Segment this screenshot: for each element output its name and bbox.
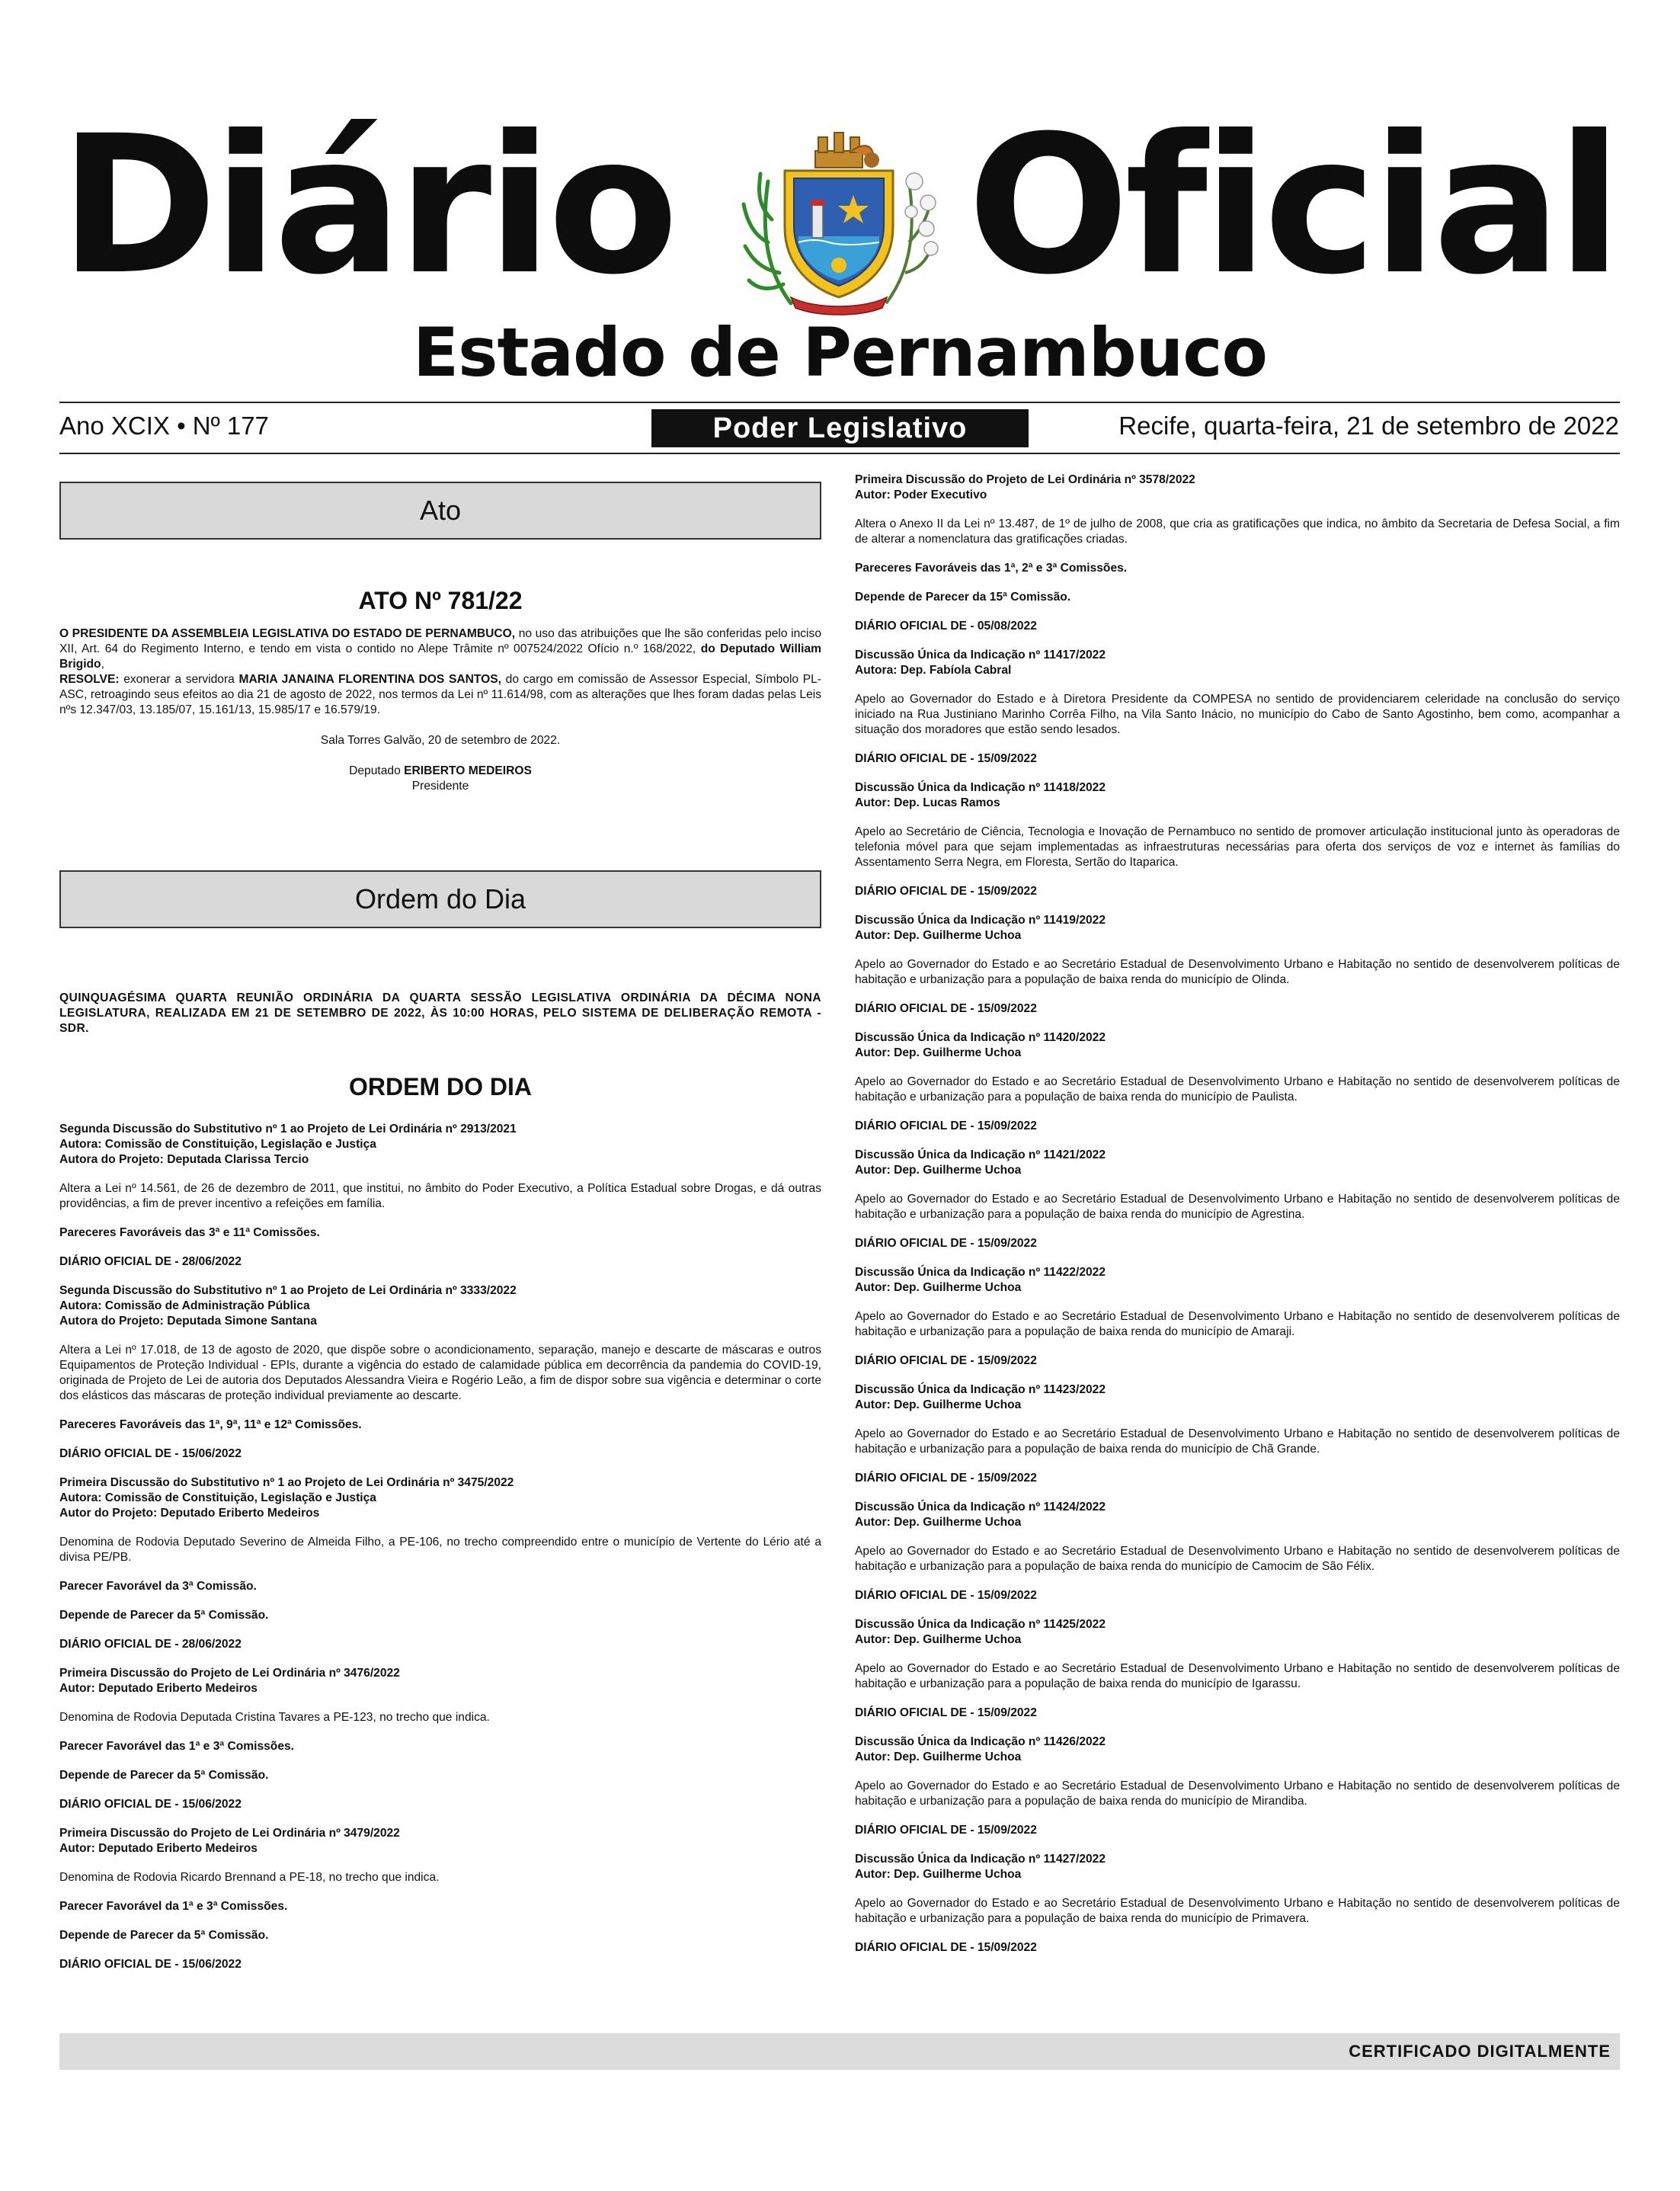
- masthead-top-rule: [59, 402, 1620, 403]
- item-head-line: Autor: Deputado Eriberto Medeiros: [59, 1842, 258, 1855]
- agenda-item: [855, 1382, 1620, 1486]
- ordem-section-header: Ordem do Dia: [59, 870, 821, 928]
- agenda-item: [59, 1826, 821, 1972]
- item-head-line: Autor do Projeto: Deputado Eriberto Medeiros: [59, 1507, 320, 1520]
- ato-sign-prefix: Deputado: [349, 764, 405, 777]
- item-body: Apelo ao Governador do Estado e ao Secretário Estadual de Desenvolvimento Urbano e Habitação no sentido de desenvolverem políticas de habitação e urbanização para a população de baixa renda do município de Primavera.: [855, 1897, 1620, 1925]
- item-diario: DIÁRIO OFICIAL DE - 05/08/2022: [855, 620, 1037, 633]
- item-head-line: Discussão Única da Indicação nº 11426/2022: [855, 1735, 1106, 1748]
- ato-p2-text-1: exonerar a servidora: [119, 673, 239, 686]
- item-diario: DIÁRIO OFICIAL DE - 15/09/2022: [855, 752, 1037, 765]
- ato-p1-text-1: no uso das atribuições que lhe são conferidas pelo inciso XII, Art. 64 do Regimento Interno, e tendo em vista o contido no Alepe Trâmite nº 007524/2022 Ofício n.º 168/2022,: [59, 627, 821, 655]
- item-diario: DIÁRIO OFICIAL DE - 15/06/2022: [59, 1447, 242, 1460]
- item-head-line: Autor: Dep. Guilherme Uchoa: [855, 1633, 1022, 1646]
- item-diario: DIÁRIO OFICIAL DE - 28/06/2022: [59, 1638, 242, 1651]
- item-note: Depende de Parecer da 5ª Comissão.: [59, 1929, 269, 1942]
- ato-signature: [59, 764, 821, 779]
- item-body: Altera a Lei nº 14.561, de 26 de dezembro de 2011, que institui, no âmbito do Poder Executivo, a Política Estadual sobre Drogas, e dá outras providências, a fim de prever incentivo a refeições em família.: [59, 1182, 821, 1210]
- item-diario: DIÁRIO OFICIAL DE - 15/06/2022: [59, 1958, 242, 1971]
- item-head-line: Autora do Projeto: Deputada Clarissa Tercio: [59, 1153, 309, 1166]
- item-note: Depende de Parecer da 15ª Comissão.: [855, 591, 1071, 604]
- ato-p1-bold-2: do Deputado William Brigido: [59, 642, 821, 671]
- item-diario: DIÁRIO OFICIAL DE - 15/09/2022: [855, 1354, 1037, 1367]
- agenda-item: [855, 648, 1620, 767]
- item-head-line: Discussão Única da Indicação nº 11427/2022: [855, 1853, 1106, 1866]
- item-body: Apelo ao Governador do Estado e ao Secretário Estadual de Desenvolvimento Urbano e Habitação no sentido de desenvolverem políticas de habitação e urbanização para a população de baixa renda do município de Agrestina.: [855, 1193, 1620, 1221]
- item-diario: DIÁRIO OFICIAL DE - 15/09/2022: [855, 1824, 1037, 1837]
- agenda-item: [59, 1283, 821, 1462]
- item-diario: DIÁRIO OFICIAL DE - 15/09/2022: [855, 1472, 1037, 1485]
- agenda-item: [855, 1148, 1620, 1251]
- item-head-line: Discussão Única da Indicação nº 11420/2022: [855, 1031, 1106, 1044]
- footer-certification: CERTIFICADO DIGITALMENTE: [59, 2033, 1620, 2070]
- item-body: Denomina de Rodovia Ricardo Brennand a PE-18, no trecho que indica.: [59, 1871, 440, 1884]
- item-body: Apelo ao Secretário de Ciência, Tecnologia e Inovação de Pernambuco no sentido de promover articulação institucional junto às operadoras de telefonia móvel para que sejam implementadas as infraestruturas necessárias para oferta dos serviços de voz e internet às famílias do Assentamento Serra Negra, em Floresta, Sertão do Itaparica.: [855, 825, 1620, 869]
- agenda-item: [855, 472, 1620, 634]
- item-head-line: Autor: Dep. Lucas Ramos: [855, 796, 1000, 809]
- item-head-line: Discussão Única da Indicação nº 11421/2022: [855, 1148, 1106, 1161]
- ato-sign-name: ERIBERTO MEDEIROS: [404, 764, 532, 777]
- masthead-subtitle: Estado de Pernambuco: [413, 313, 1267, 392]
- item-head-line: Discussão Única da Indicação nº 11419/2022: [855, 914, 1106, 927]
- item-head-line: Primeira Discussão do Projeto de Lei Ordinária nº 3578/2022: [855, 473, 1195, 486]
- item-head-line: Segunda Discussão do Substitutivo nº 1 ao Projeto de Lei Ordinária nº 2913/2021: [59, 1123, 517, 1136]
- item-body: Apelo ao Governador do Estado e ao Secretário Estadual de Desenvolvimento Urbano e Habitação no sentido de desenvolverem políticas de habitação e urbanização para a população de baixa renda do município de Paulista.: [855, 1075, 1620, 1104]
- item-diario: DIÁRIO OFICIAL DE - 15/09/2022: [855, 885, 1037, 898]
- item-head-line: Autor: Dep. Guilherme Uchoa: [855, 1751, 1022, 1763]
- item-head-line: Autor: Dep. Guilherme Uchoa: [855, 1281, 1022, 1294]
- session-description: QUINQUAGÉSIMA QUARTA REUNIÃO ORDINÁRIA DA QUARTA SESSÃO LEGISLATIVA ORDINÁRIA DA DÉCIMA NONA LEGISLATURA, REALIZADA EM 21 DE SETEMBRO DE 2022, ÀS 10:00 HORAS, PELO SISTEMA DE DELIBERAÇÃO REMOTA - SDR.: [59, 991, 821, 1035]
- agenda-item: [59, 1666, 821, 1812]
- item-head-line: Primeira Discussão do Projeto de Lei Ordinária nº 3479/2022: [59, 1827, 400, 1840]
- ato-p1-bold-1: O PRESIDENTE DA ASSEMBLEIA LEGISLATIVA DO ESTADO DE PERNAMBUCO,: [59, 627, 516, 640]
- item-note: Pareceres Favoráveis das 1ª, 9ª, 11ª e 12ª Comissões.: [59, 1418, 362, 1431]
- item-diario: DIÁRIO OFICIAL DE - 15/09/2022: [855, 1120, 1037, 1132]
- agenda-item: [855, 1500, 1620, 1603]
- item-head-line: Autor: Dep. Guilherme Uchoa: [855, 929, 1022, 942]
- item-body: Apelo ao Governador do Estado e ao Secretário Estadual de Desenvolvimento Urbano e Habitação no sentido de desenvolverem políticas de habitação e urbanização para a população de baixa renda do município de Chã Grande.: [855, 1427, 1620, 1456]
- ato-section-header: Ato: [59, 482, 821, 540]
- item-body: Denomina de Rodovia Deputada Cristina Tavares a PE-123, no trecho que indica.: [59, 1711, 490, 1724]
- item-diario: DIÁRIO OFICIAL DE - 15/09/2022: [855, 1237, 1037, 1250]
- item-diario: DIÁRIO OFICIAL DE - 15/09/2022: [855, 1706, 1037, 1719]
- item-head-line: Autor: Dep. Guilherme Uchoa: [855, 1516, 1022, 1529]
- item-head-line: Primeira Discussão do Substitutivo nº 1 ao Projeto de Lei Ordinária nº 3475/2022: [59, 1476, 514, 1489]
- agenda-item: [59, 1122, 821, 1270]
- ato-title: ATO Nº 781/22: [358, 587, 523, 614]
- ato-paragraph-2: [59, 672, 821, 718]
- item-note: Parecer Favorável da 1ª e 3ª Comissões.: [59, 1900, 288, 1913]
- masthead-bottom-rule: [59, 453, 1620, 454]
- agenda-item: [59, 1475, 821, 1652]
- agenda-item: [855, 780, 1620, 899]
- item-body: Altera o Anexo II da Lei nº 13.487, de 1º de julho de 2008, que cria as gratificações que indica, no âmbito da Secretaria de Defesa Social, a fim de alterar a nomenclatura das gratificações criadas.: [855, 517, 1620, 546]
- item-body: Apelo ao Governador do Estado e ao Secretário Estadual de Desenvolvimento Urbano e Habitação no sentido de desenvolverem políticas de habitação e urbanização para a população de baixa renda do município de Olinda.: [855, 958, 1620, 986]
- ato-paragraph-1: [59, 626, 821, 672]
- item-head-line: Autor: Dep. Guilherme Uchoa: [855, 1868, 1022, 1881]
- item-body: Apelo ao Governador do Estado e ao Secretário Estadual de Desenvolvimento Urbano e Habitação no sentido de desenvolverem políticas de habitação e urbanização para a população de baixa renda do município de Amaraji.: [855, 1310, 1620, 1338]
- ordem-title: ORDEM DO DIA: [349, 1073, 532, 1100]
- item-head-line: Discussão Única da Indicação nº 11423/2022: [855, 1383, 1106, 1396]
- place-date: Recife, quarta-feira, 21 de setembro de 2022: [1118, 412, 1619, 440]
- section-tag: Poder Legislativo: [651, 409, 1029, 447]
- item-note: Parecer Favorável das 1ª e 3ª Comissões.: [59, 1740, 294, 1753]
- item-note: Parecer Favorável da 3ª Comissão.: [59, 1580, 257, 1593]
- item-head-line: Segunda Discussão do Substitutivo nº 1 ao Projeto de Lei Ordinária nº 3333/2022: [59, 1284, 517, 1297]
- item-head-line: Primeira Discussão do Projeto de Lei Ordinária nº 3476/2022: [59, 1667, 400, 1680]
- item-diario: DIÁRIO OFICIAL DE - 15/09/2022: [855, 1589, 1037, 1602]
- masthead: [0, 0, 1680, 444]
- item-head-line: Autor: Dep. Guilherme Uchoa: [855, 1164, 1022, 1177]
- agenda-item: [855, 1265, 1620, 1369]
- coat-of-arms-icon: [738, 128, 939, 319]
- item-body: Apelo ao Governador do Estado e à Diretora Presidente da COMPESA no sentido de providenciarem celeridade na conclusão do serviço iniciado na Rua Justiniano Marinho Corrêa Filho, na Vila Santo Inácio, no município do Cabo de Santo Agostinho, bem como, acompanhar a situação dos moradores que estão sendo lesados.: [855, 693, 1620, 736]
- item-head-line: Autor: Dep. Guilherme Uchoa: [855, 1046, 1022, 1059]
- ato-p1-text-2: ,: [101, 658, 104, 671]
- item-note: Depende de Parecer da 5ª Comissão.: [59, 1609, 269, 1622]
- item-head-line: Discussão Única da Indicação nº 11417/2022: [855, 649, 1106, 661]
- item-diario: DIÁRIO OFICIAL DE - 15/06/2022: [59, 1798, 242, 1811]
- item-head-line: Autora: Comissão de Constituição, Legislação e Justiça: [59, 1138, 376, 1151]
- item-note: Pareceres Favoráveis das 1ª, 2ª e 3ª Comissões.: [855, 562, 1128, 575]
- item-head-line: Autora: Dep. Fabíola Cabral: [855, 664, 1012, 677]
- right-column: [855, 472, 1620, 1956]
- agenda-item: [855, 1735, 1620, 1838]
- item-body: Altera a Lei nº 17.018, de 13 de agosto de 2020, que dispõe sobre o acondicionamento, separação, manejo e descarte de máscaras e outros Equipamentos de Proteção Individual - EPIs, durante a vigência do estado de calamidade pública em decorrência da pandemia do COVID-19, originada de Projeto de Lei de autoria dos Deputados Alessandra Vieira e Rogério Leão, a fim de dispor sobre sua vigência e determinar o corte dos elásticos das máscaras de proteção individual previamente ao descarte.: [59, 1344, 821, 1402]
- item-head-line: Autora: Comissão de Constituição, Legislação e Justiça: [59, 1491, 376, 1504]
- agenda-item: [855, 1617, 1620, 1721]
- item-diario: DIÁRIO OFICIAL DE - 15/09/2022: [855, 1002, 1037, 1015]
- item-head-line: Discussão Única da Indicação nº 11425/2022: [855, 1618, 1106, 1631]
- left-column: [59, 472, 821, 1972]
- ato-p2-text-2: do cargo em comissão de Assessor Especial, Símbolo PL-ASC, retroagindo seus efeitos ao dia 21 de agosto de 2022, nos termos da Lei nº 11.614/98, com as alterações que lhes foram dadas pelas Leis nºs 12.347/03, 13.185/07, 15.161/13, 15.985/17 e 16.579/19.: [59, 673, 821, 716]
- item-head-line: Autor: Deputado Eriberto Medeiros: [59, 1682, 258, 1695]
- ato-place-date: Sala Torres Galvão, 20 de setembro de 2022.: [320, 734, 561, 747]
- item-head-line: Autor: Dep. Guilherme Uchoa: [855, 1398, 1022, 1411]
- item-body: Denomina de Rodovia Deputado Severino de Almeida Filho, a PE-106, no trecho compreendido entre o município de Vertente do Lério até a divisa PE/PB.: [59, 1536, 821, 1564]
- item-note: Depende de Parecer da 5ª Comissão.: [59, 1769, 269, 1782]
- ato-sign-role: Presidente: [411, 780, 469, 793]
- agenda-item: [855, 1852, 1620, 1956]
- item-note: Pareceres Favoráveis das 3ª e 11ª Comissões.: [59, 1226, 320, 1239]
- item-head-line: Discussão Única da Indicação nº 11418/2022: [855, 781, 1106, 794]
- item-head-line: Autora: Comissão de Administração Pública: [59, 1299, 310, 1312]
- item-body: Apelo ao Governador do Estado e ao Secretário Estadual de Desenvolvimento Urbano e Habitação no sentido de desenvolverem políticas de habitação e urbanização para a população de baixa renda do município de Camocim de São Félix.: [855, 1545, 1620, 1573]
- item-body: Apelo ao Governador do Estado e ao Secretário Estadual de Desenvolvimento Urbano e Habitação no sentido de desenvolverem políticas de habitação e urbanização para a população de baixa renda do município de Igarassu.: [855, 1662, 1620, 1690]
- ato-p2-bold-2: MARIA JANAINA FLORENTINA DOS SANTOS,: [238, 673, 502, 686]
- ato-p2-bold-1: RESOLVE:: [59, 673, 120, 686]
- masthead-title-left: Diário: [59, 94, 674, 316]
- left-agenda-list: [59, 1122, 821, 1972]
- issue-number: Ano XCIX • Nº 177: [59, 412, 269, 440]
- item-diario: DIÁRIO OFICIAL DE - 28/06/2022: [59, 1255, 242, 1268]
- item-diario: DIÁRIO OFICIAL DE - 15/09/2022: [855, 1941, 1037, 1954]
- item-head-line: Discussão Única da Indicação nº 11422/2022: [855, 1266, 1106, 1279]
- agenda-item: [855, 913, 1620, 1017]
- item-head-line: Autor: Poder Executivo: [855, 488, 987, 501]
- item-head-line: Discussão Única da Indicação nº 11424/2022: [855, 1501, 1106, 1514]
- item-head-line: Autora do Projeto: Deputada Simone Santana: [59, 1315, 317, 1328]
- item-body: Apelo ao Governador do Estado e ao Secretário Estadual de Desenvolvimento Urbano e Habitação no sentido de desenvolverem políticas de habitação e urbanização para a população de baixa renda do município de Mirandiba.: [855, 1779, 1620, 1808]
- masthead-title-right: Oficial: [967, 94, 1618, 316]
- agenda-item: [855, 1030, 1620, 1134]
